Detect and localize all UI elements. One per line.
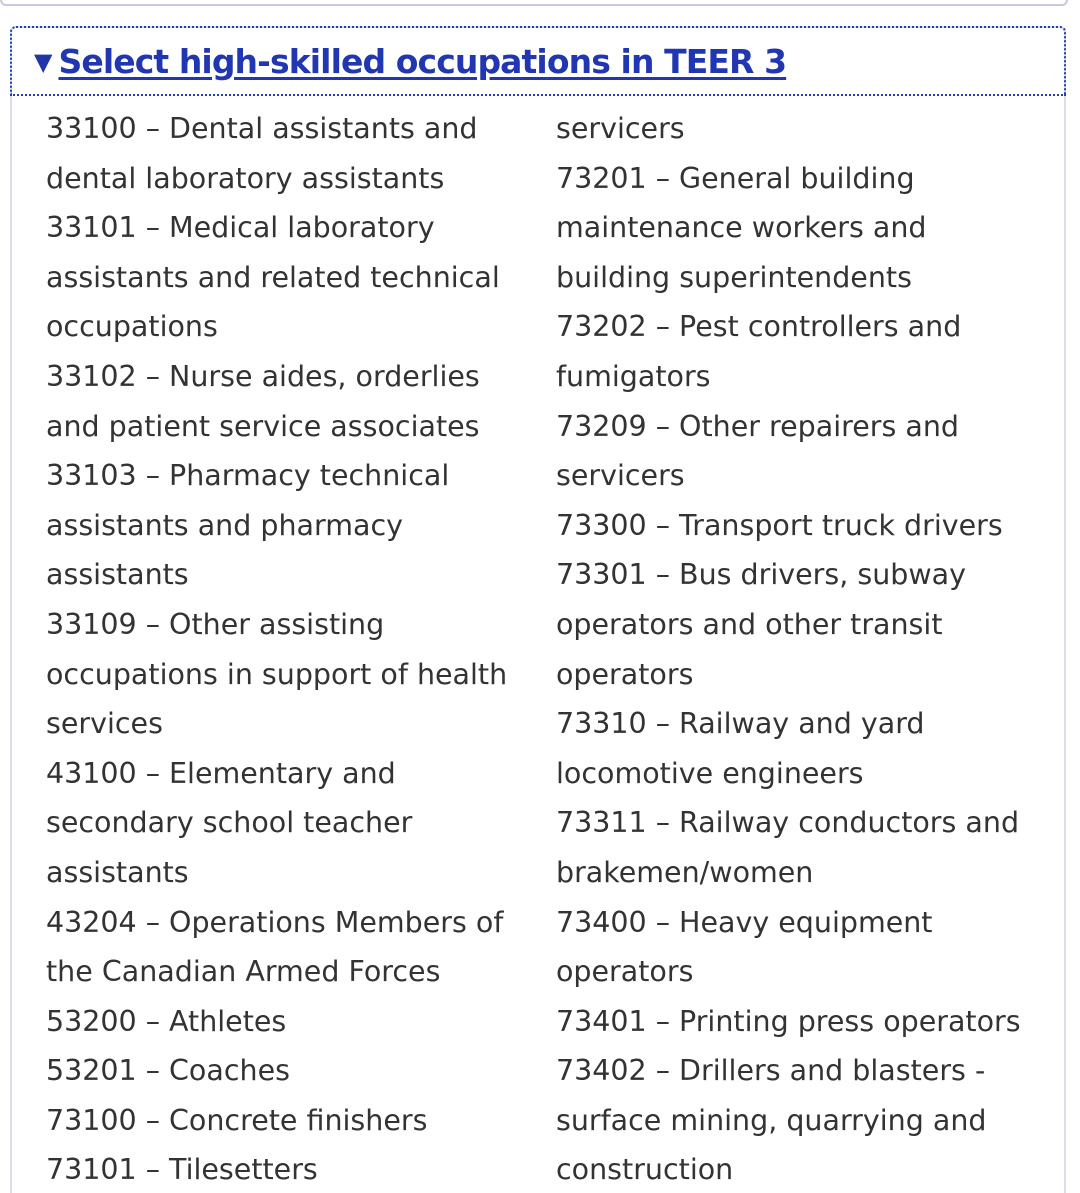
occupation-columns	[46, 104, 1046, 1193]
occupation-line: servicers	[556, 459, 685, 493]
occupation-line: 73310 – Railway and yard	[556, 707, 925, 741]
occupation-line: 33100 – Dental assistants and	[46, 112, 478, 145]
occupation-line: assistants and pharmacy	[46, 508, 403, 542]
occupation-line: operators	[556, 657, 694, 691]
occupation-line: 73201 – General building	[556, 161, 915, 195]
occupation-line: 53201 – Coaches	[46, 1054, 290, 1088]
occupation-line: building superintendents	[556, 260, 912, 294]
occupation-line: 73101 – Tilesetters	[46, 1153, 318, 1187]
occupation-line: servicers	[556, 112, 685, 145]
occupation-line: operators	[556, 955, 694, 989]
occupation-line: 73300 – Transport truck drivers	[556, 508, 1003, 542]
occupation-list-left	[46, 104, 556, 1193]
occupation-line: 73100 – Concrete finishers	[46, 1103, 428, 1137]
occupation-line: the Canadian Armed Forces	[46, 955, 441, 989]
occupation-line: dental laboratory assistants	[46, 161, 445, 195]
occupation-line: occupations in support of health	[46, 657, 508, 691]
occupation-line: assistants	[46, 558, 189, 592]
occupation-line: 33102 – Nurse aides, orderlies	[46, 359, 480, 393]
occupation-line: operators and other transit	[556, 607, 943, 641]
triangle-down-icon[interactable]: ▼	[34, 48, 53, 76]
occupation-line: surface mining, quarrying and	[556, 1103, 987, 1137]
occupation-line: locomotive engineers	[556, 756, 864, 790]
occupation-line: 73311 – Railway conductors and	[556, 806, 1020, 840]
occupation-line: 73400 – Heavy equipment	[556, 905, 933, 939]
occupations-details-panel	[10, 26, 1066, 1193]
occupation-line: occupations	[46, 310, 218, 344]
occupation-line: 73202 – Pest controllers and	[556, 310, 962, 344]
occupation-line: brakemen/women	[556, 855, 814, 889]
occupation-line: 73402 – Drillers and blasters -	[556, 1054, 986, 1088]
occupation-line: secondary school teacher	[46, 806, 413, 840]
occupation-line: 73401 – Printing press operators	[556, 1004, 1021, 1038]
occupation-line: fumigators	[556, 359, 711, 393]
occupation-line: 73301 – Bus drivers, subway	[556, 558, 967, 592]
occupation-line: maintenance workers and	[556, 211, 927, 245]
occupation-line: and patient service associates	[46, 409, 480, 443]
occupation-line: services	[46, 707, 163, 741]
previous-section-border	[0, 0, 1068, 6]
occupation-line: 53200 – Athletes	[46, 1004, 287, 1038]
occupation-line: assistants and related technical	[46, 260, 500, 294]
details-summary[interactable]	[10, 26, 1066, 96]
occupation-line: 43100 – Elementary and	[46, 756, 396, 790]
summary-link[interactable]: Select high-skilled occupations in TEER 3	[58, 41, 787, 81]
occupation-line: 33101 – Medical laboratory	[46, 211, 435, 245]
occupation-line: 73209 – Other repairers and	[556, 409, 959, 443]
occupation-line: 43204 – Operations Members of	[46, 905, 504, 939]
occupation-line: assistants	[46, 855, 189, 889]
occupation-line: construction	[556, 1153, 734, 1187]
occupation-line: 33103 – Pharmacy technical	[46, 459, 450, 493]
occupation-line: 33109 – Other assisting	[46, 607, 385, 641]
occupation-list-right	[556, 104, 1046, 1193]
